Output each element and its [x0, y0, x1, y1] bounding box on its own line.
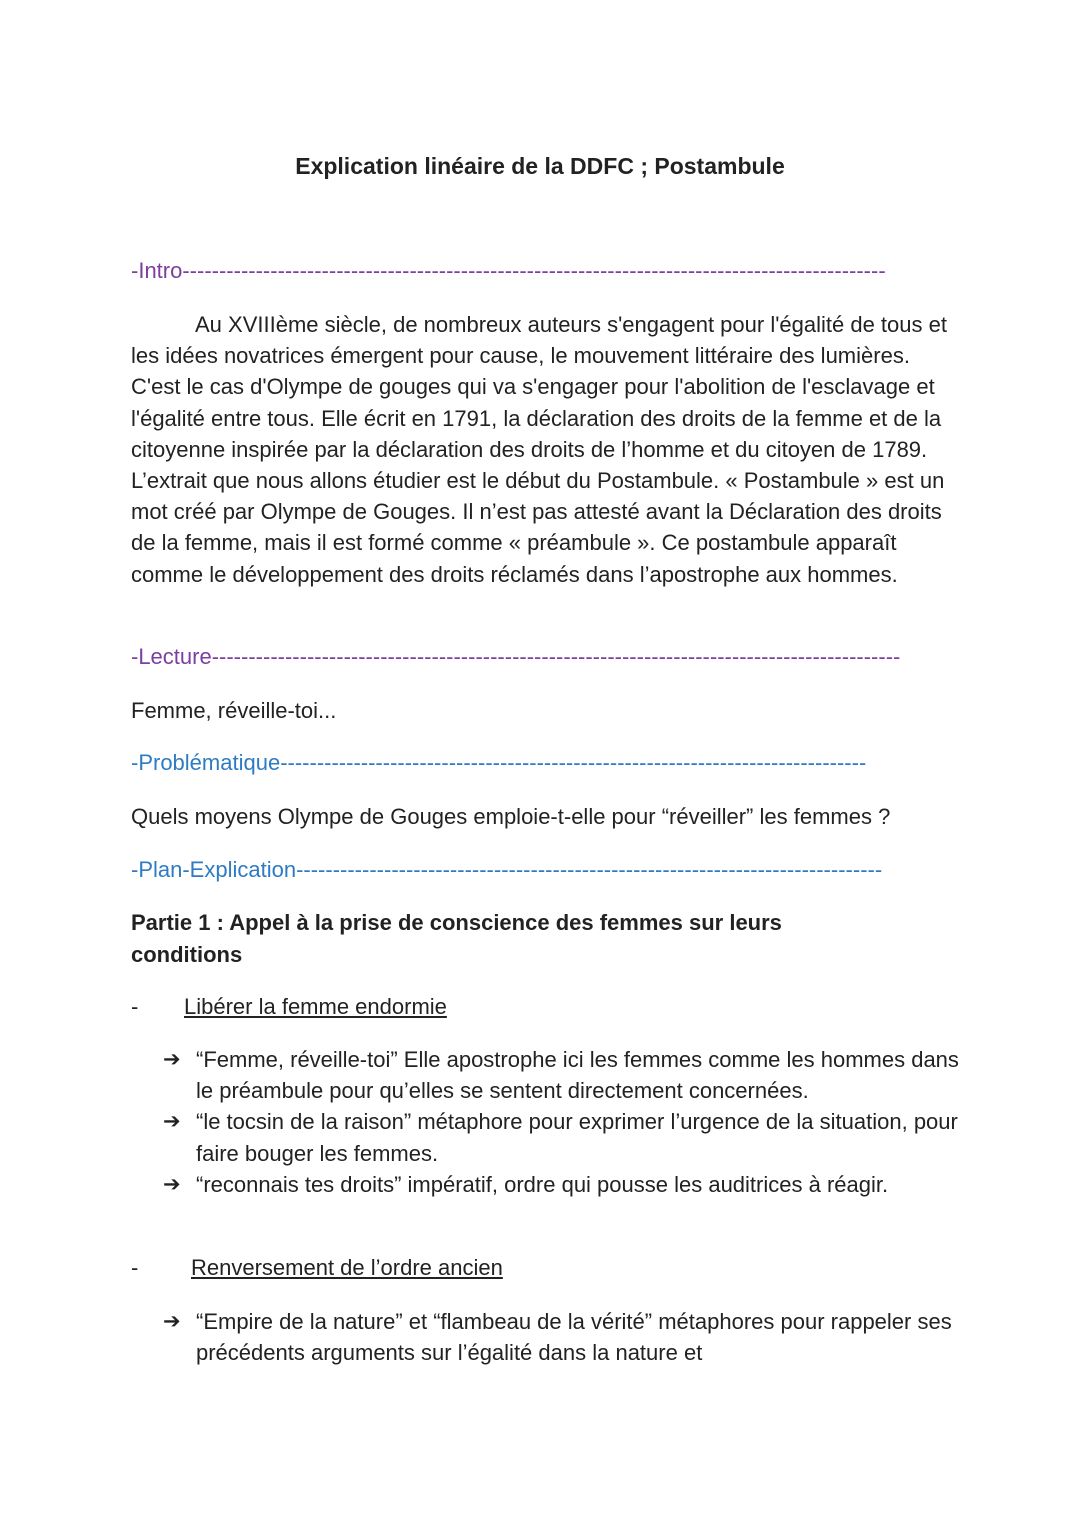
subsection-2 — [131, 1253, 503, 1283]
list-item — [163, 1169, 963, 1200]
subsection-1-title: Libérer la femme endormie — [184, 994, 447, 1019]
list-item — [163, 1306, 963, 1368]
arrow-icon: ➔ — [163, 1110, 181, 1134]
problematique-heading: -Problématique-------------------------------------------------------------------------------- — [131, 750, 867, 775]
list-item — [163, 1044, 963, 1106]
list-item — [163, 1106, 963, 1168]
bullet-text: “Femme, réveille-toi” Elle apostrophe ici les femmes comme les hommes dans le préambule pour qu’elles se sentent directement concernées. — [196, 1047, 959, 1104]
arrow-icon: ➔ — [163, 1172, 181, 1196]
bullet-text: “le tocsin de la raison” métaphore pour exprimer l’urgence de la situation, pour faire bouger les femmes. — [196, 1109, 958, 1166]
subsection-2-title: Renversement de l’ordre ancien — [191, 1255, 503, 1280]
subsection-1 — [131, 992, 447, 1022]
bullet-text: “Empire de la nature” et “flambeau de la vérité” métaphores pour rappeler ses précédents arguments sur l’égalité dans la nature et — [196, 1309, 952, 1366]
subsection-dash: - — [131, 994, 139, 1019]
lecture-heading: -Lecture---------------------------------------------------------------------------------------------- — [131, 644, 901, 669]
subsection-1-bullets — [163, 1044, 963, 1200]
arrow-icon: ➔ — [163, 1048, 181, 1071]
bullet-text: “reconnais tes droits” impératif, ordre qui pousse les auditrices à réagir. — [196, 1171, 889, 1197]
intro-heading: -Intro------------------------------------------------------------------------------------------------ — [131, 258, 886, 283]
part1-title: Partie 1 : Appel à la prise de conscience des femmes sur leurs conditions — [131, 910, 782, 967]
intro-paragraph: Au XVIIIème siècle, de nombreux auteurs s'engagent pour l'égalité de tous et les idées novatrices émergent pour cause, le mouvement littéraire des lumières. C'est le cas d'Olympe de gouges qui va s'engager pour l'abolition de l'esclavage et l'égalité entre tous. Elle écrit en 1791, la déclaration des droits de la femme et de la citoyenne inspirée par la déclaration des droits de l’homme et du citoyen de 1789. L’extrait que nous allons étudier est le début du Postambule. « Postambule » est un mot créé par Olympe de Gouges. Il n’est pas attesté avant la Déclaration des droits de la femme, mais il est formé comme « préambule ». Ce postambule apparaît comme le développement des droits réclamés dans l’apostrophe aux hommes. — [131, 312, 947, 587]
arrow-icon: ➔ — [163, 1310, 181, 1333]
lecture-text: Femme, réveille-toi... — [131, 698, 337, 723]
document-title: Explication linéaire de la DDFC ; Postambule — [295, 153, 785, 179]
subsection-dash: - — [131, 1255, 139, 1280]
problematique-text: Quels moyens Olympe de Gouges emploie-t-elle pour “réveiller” les femmes ? — [131, 804, 891, 829]
subsection-2-bullets — [163, 1306, 963, 1368]
plan-heading: -Plan-Explication-------------------------------------------------------------------------------- — [131, 857, 883, 882]
